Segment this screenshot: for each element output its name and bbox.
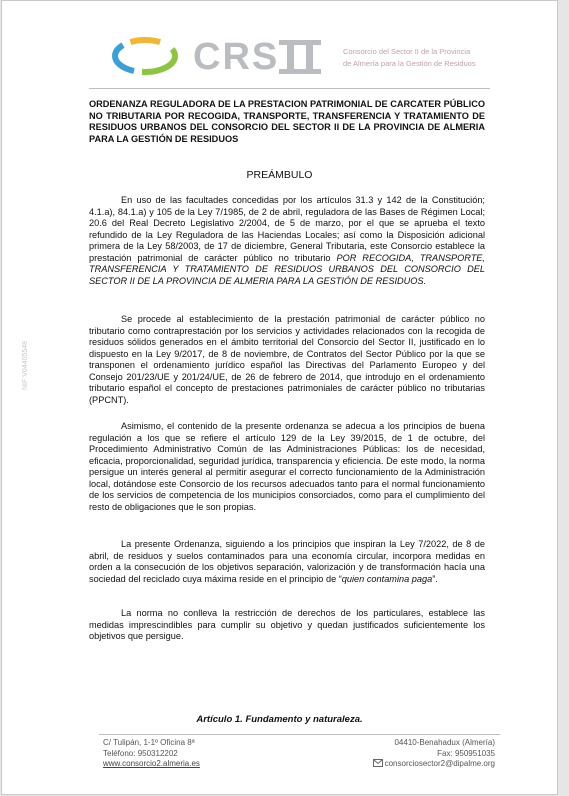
footer-fax: Fax: 950951035 [437, 748, 495, 758]
paragraph-3: Asimismo, el contenido de la presente ordenanza se adecua a los principios de buena regulación a los que se refiere el artículo 129 de la Ley 39/2015, de 1 de octubre, del Procedimiento Administrativo Común de las Administraciones Públicas: los de necesidad, eficacia, proporcionalidad, seguridad jurídica, transparencia y eficiencia. De este modo, la norma persigue un interés general al permitir asegurar el correcto funcionamiento de la Administración local, dotándose este Consorcio de los recursos adecuados tanto para el normal funcionamiento de los servicios de competencia de los municipios consorciados, como para el cumplimiento del resto de obligaciones que le son propias. [89, 421, 485, 512]
logo-subtitle-line2: de Almería para la Gestión de Residuos [343, 59, 476, 68]
logo-subtitle-line1: Consorcio del Sector II de la Provincia [343, 47, 471, 56]
paragraph-5: La norma no conlleva la restricción de derechos de los particulares, establece las medidas imprescindibles para cumplir su objetivo y quedan justificados suficientemente los objetivos que persigue. [89, 608, 485, 641]
footer-email[interactable]: consorciosector2@dipalme.org [384, 759, 495, 768]
paragraph-4-text: La presente Ordenanza, siguiendo a los principios que inspiran la Ley 7/2022, de 8 de abril, de residuos y suelos contaminados para una economía circular, incorpora medidas en orden a la consecución de los objetivos separación, valorización y de transformación hacía una sociedad del reciclado cuya máxima reside en el principio de “ [89, 539, 485, 584]
paragraph-1-italic: POR RECOGIDA, TRANSPORTE, TRANSFERENCIA Y TRATAMIENTO DE RESIDUOS URBANOS DEL CONSORCIO DEL SECTOR II DE LA PROVINCIA DE ALMERIA PARA LA GESTIÓN DE RESIDUOS. [89, 252, 485, 286]
logo-subtitle [343, 46, 476, 70]
consortium-logo [109, 34, 479, 80]
paragraph-2: Se procede al establecimiento de la prestación patrimonial de carácter público no tributario como contraprestación por los servicios y actividades relacionados con la recogida de residuos sólidos generados en el ámbito territorial del Consorcio del Sector II, justificado en lo dispuesto en la Ley 9/2017, de 8 de noviembre, de Contratos del Sector Público por la que se transponen el ordenamiento jurídico español las Directivas del Parlamento Europeo y del Consejo 201/23/UE y 201/24/UE, de 26 de febrero de 2014, que introdujo en el ordenamiento tributario español el concepto de prestaciones patrimoniales de carácter público no tributarias (PPCNT). [89, 314, 485, 405]
mail-icon [373, 759, 383, 767]
paragraph-4-end: ”. [432, 573, 438, 584]
paragraph-4-italic: quien contamina paga [341, 573, 433, 584]
footer-website-link[interactable]: www.consorcio2.almeria.es [103, 759, 200, 768]
footer-city: 04410-Benahadux (Almería) [394, 738, 495, 747]
document-title: ORDENANZA REGULADORA DE LA PRESTACION PATRIMONIAL DE CARCATER PÚBLICO NO TRIBUTARIA POR RECOGIDA, TRANSPORTE, TRANSFERENCIA Y TRATAMIENTO DE RESIDUOS URBANOS DEL CONSORCIO DEL SECTOR II DE LA PROVINCIA DE ALMERIA PARA LA GESTIÓN DE RESIDUOS [89, 99, 485, 144]
ring-logo-icon [111, 34, 179, 78]
logo-wordmark: CRS [193, 36, 280, 78]
footer-divider [99, 734, 500, 735]
footer-email-row [373, 759, 495, 770]
article-heading: Artículo 1. Fundamento y naturaleza. [196, 714, 363, 725]
paragraph-1 [89, 195, 485, 287]
header-divider [89, 88, 490, 89]
footer-address: C/ Tulipán, 1-1º Oficina 8ª [103, 738, 195, 747]
footer-left [103, 738, 200, 770]
document-page [1, 0, 558, 795]
side-nif-text: NIF:V04405548 [22, 340, 29, 390]
roman-two-icon [279, 40, 321, 74]
footer-right [373, 738, 495, 770]
section-heading: PREÁMBULO [246, 169, 313, 181]
paragraph-4 [89, 539, 485, 585]
paragraph-1-text: En uso de las facultades concedidas por los artículos 31.3 y 142 de la Constitución; 4.1.a), 84.1.a) y 105 de la Ley 7/1985, de 2 de abril, reguladora de las Bases de Régimen Local; 20.6 del Real Decreto Legislativo 2/2004, de 5 de marzo, por el que se aprueba el texto refundido de la Ley Reguladora de las Haciendas Locales; así como la Disposición adicional primera de la Ley 58/2003, de 17 de diciembre, General Tributaria, este Consorcio establece la prestación patrimonial de carácter público no tributario [89, 195, 485, 263]
footer-phone: Teléfono: 950312202 [103, 748, 178, 758]
